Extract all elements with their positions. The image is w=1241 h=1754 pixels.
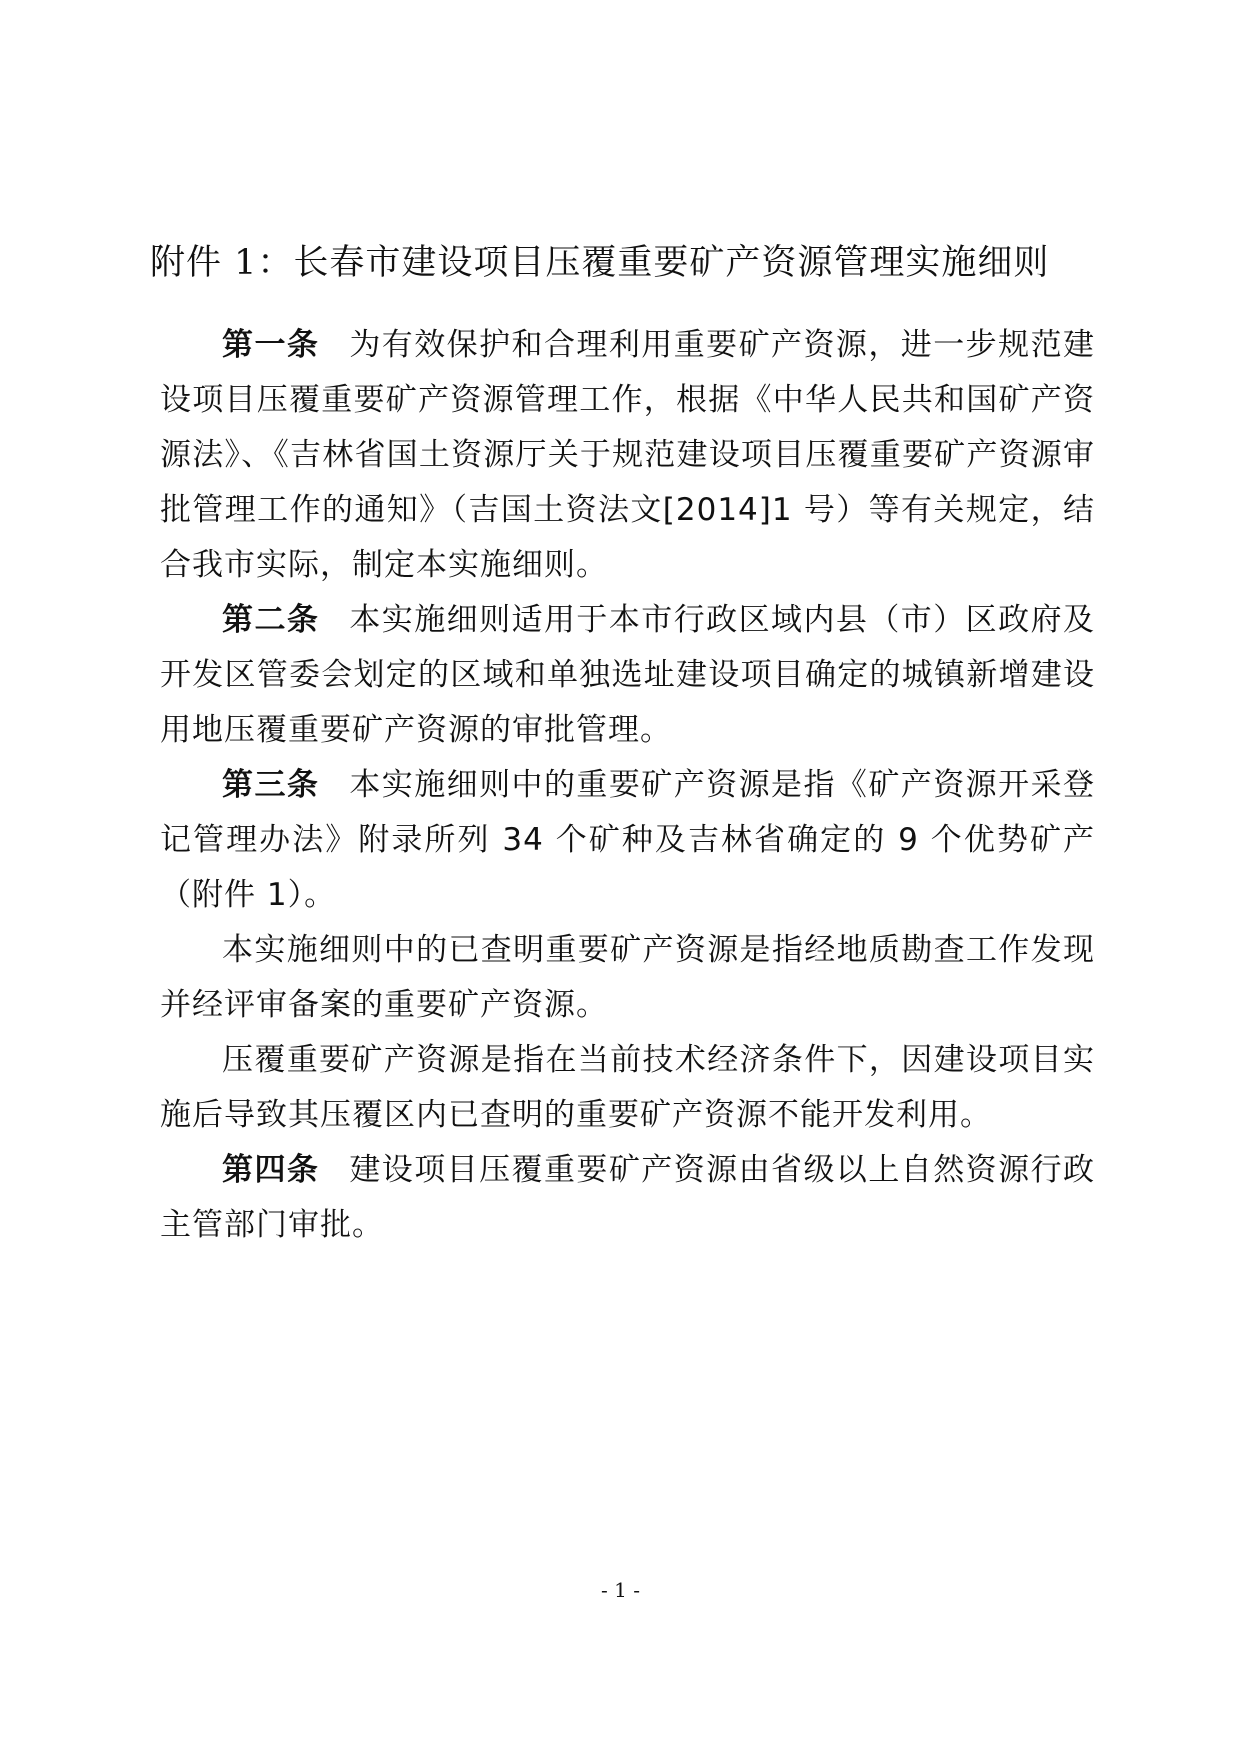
- article-number: 第四条: [222, 1152, 320, 1188]
- article-number: 第二条: [222, 602, 320, 638]
- paragraph-article-4: [160, 1143, 1095, 1253]
- document-body: [160, 318, 1095, 1253]
- paragraph-article-1: [160, 318, 1095, 593]
- paragraph-text: 为有效保护和合理利用重要矿产资源，进一步规范建设项目压覆重要矿产资源管理工作，根据《中华人民共和国矿产资源法》、《吉林省国土资源厅关于规范建设项目压覆重要矿产资源审批管理工作的通知》（吉国土资法文[2014]1 号）等有关规定，结合我市实际，制定本实施细则。: [160, 327, 1096, 583]
- article-number: 第三条: [222, 767, 320, 803]
- paragraph-text: 压覆重要矿产资源是指在当前技术经济条件下，因建设项目实施后导致其压覆区内已查明的重要矿产资源不能开发利用。: [160, 1042, 1095, 1133]
- paragraph-text: 本实施细则中的已查明重要矿产资源是指经地质勘查工作发现并经评审备案的重要矿产资源。: [160, 932, 1095, 1023]
- paragraph-identified-resources: [160, 923, 1095, 1033]
- paragraph-overlaid-resources: [160, 1033, 1095, 1143]
- document-title: 附件 1：长春市建设项目压覆重要矿产资源管理实施细则: [150, 243, 1050, 283]
- article-number: 第一条: [222, 327, 320, 363]
- paragraph-text: 本实施细则中的重要矿产资源是指《矿产资源开采登记管理办法》附录所列 34 个矿种及吉林省确定的 9 个优势矿产（附件 1）。: [160, 767, 1096, 913]
- paragraph-text: 本实施细则适用于本市行政区域内县（市）区政府及开发区管委会划定的区域和单独选址建设项目确定的城镇新增建设用地压覆重要矿产资源的审批管理。: [160, 602, 1096, 748]
- page-number: - 1 -: [601, 1578, 640, 1602]
- paragraph-article-2: [160, 593, 1095, 758]
- paragraph-text: 建设项目压覆重要矿产资源由省级以上自然资源行政主管部门审批。: [160, 1152, 1096, 1243]
- paragraph-article-3: [160, 758, 1095, 923]
